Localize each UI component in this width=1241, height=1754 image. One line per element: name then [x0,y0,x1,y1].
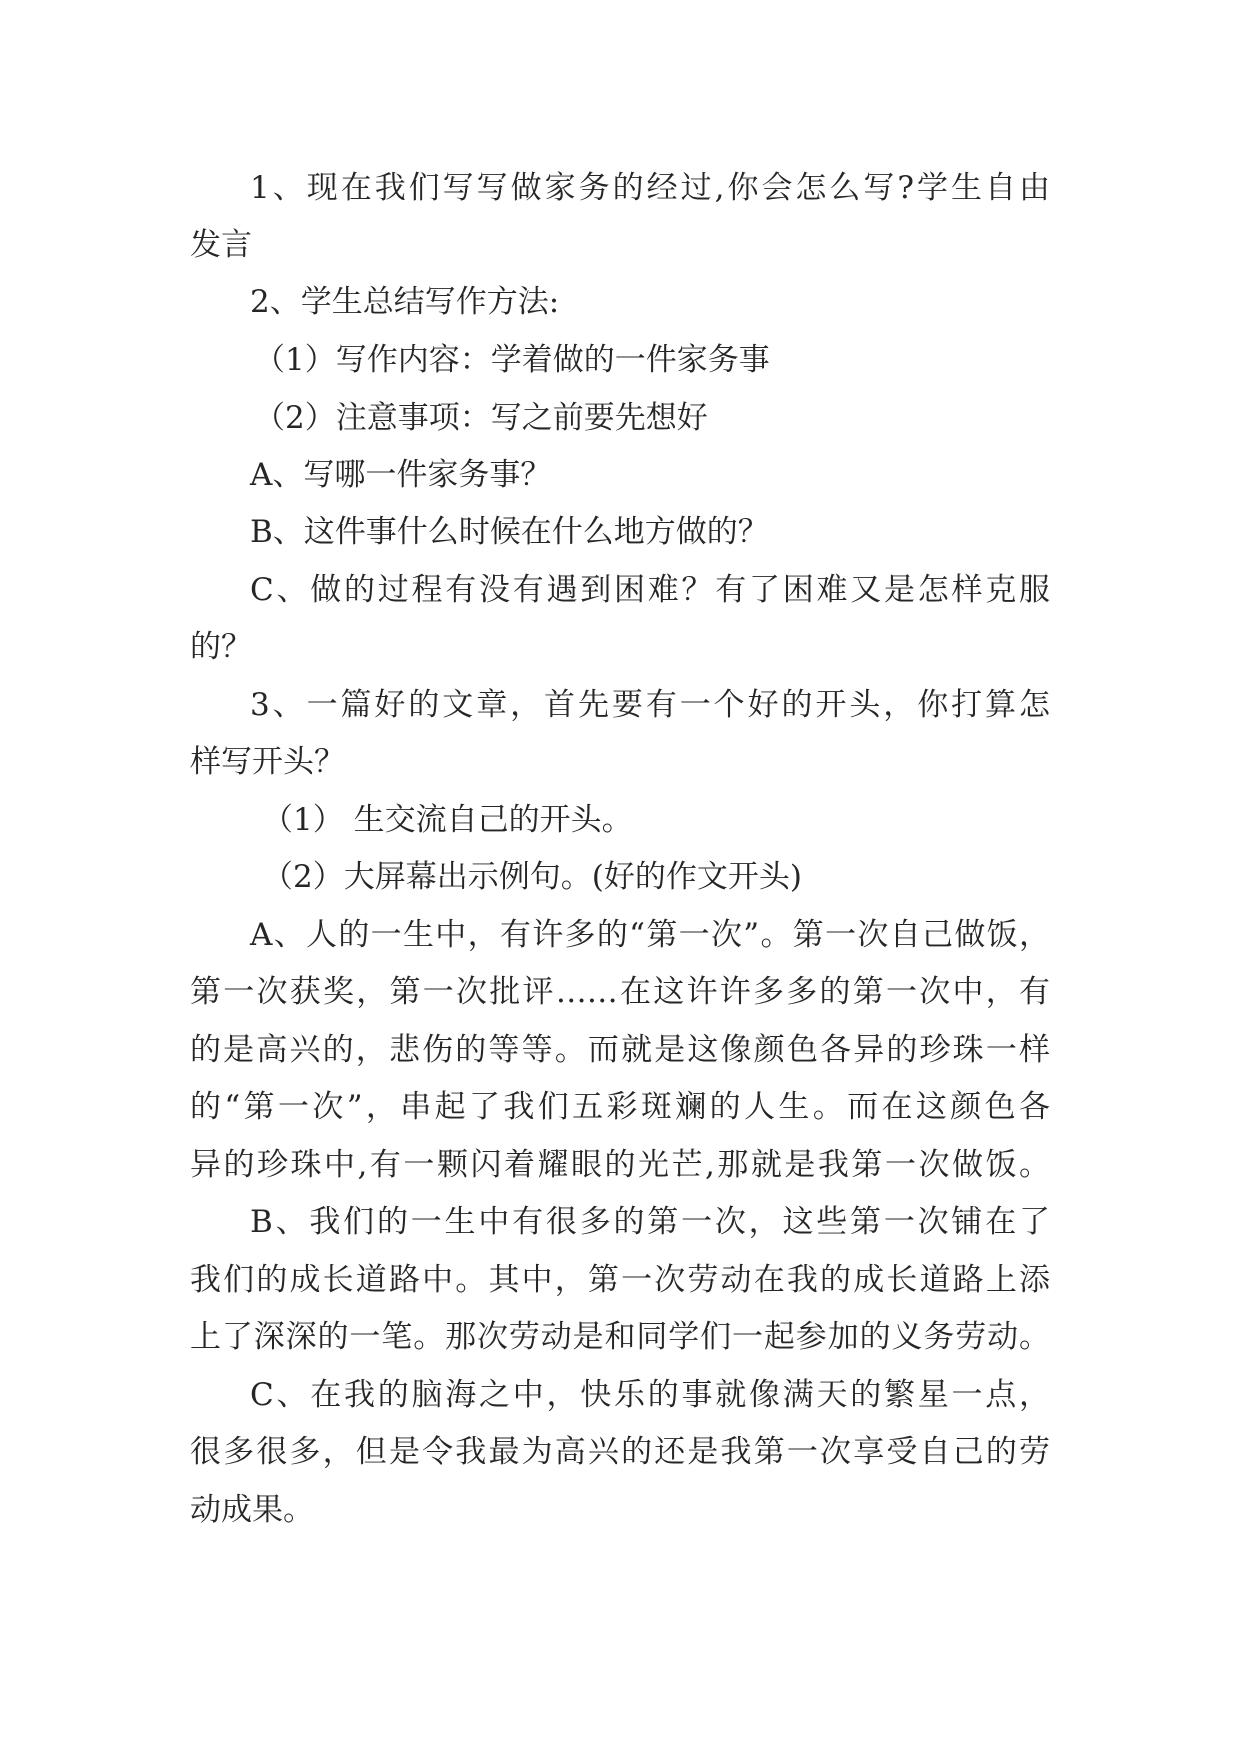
question-b: B、这件事什么时候在什么地方做的？ [250,514,769,550]
example-a-line-3: 的是高兴的，悲伤的等等。而就是这像颜色各异的珍珠一样 [190,1032,1050,1068]
question-a: A、写哪一件家务事？ [250,457,552,493]
example-b-line-1: B、我们的一生中有很多的第一次，这些第一次铺在了 [250,1204,1050,1240]
notes-item: （2）注意事项：写之前要先想好 [254,400,708,436]
example-c-line-1: C、在我的脑海之中，快乐的事就像满天的繁星一点， [250,1377,1050,1413]
example-b-line-3: 上了深深的一笔。那次劳动是和同学们一起参加的义务劳动。 [190,1319,1050,1355]
example-sentences-item: （2）大屏幕出示例句。(好的作文开头) [262,859,802,895]
example-c-line-3: 动成果。 [190,1492,314,1528]
writing-content-item: （1）写作内容：学着做的一件家务事 [254,342,770,378]
paragraph-1-line-1: 1、现在我们写写做家务的经过,你会怎么写?学生自由 [250,170,1050,206]
example-c-line-2: 很多很多，但是令我最为高兴的还是我第一次享受自己的劳 [190,1434,1050,1470]
question-c-line-1: C、做的过程有没有遇到困难？有了困难又是怎样克服 [250,572,1050,608]
example-a-line-5: 异的珍珠中,有一颗闪着耀眼的光芒,那就是我第一次做饭。 [190,1147,1050,1183]
paragraph-1-line-2: 发言 [190,227,252,263]
example-a-line-4: 的“第一次”，串起了我们五彩斑斓的人生。而在这颜色各 [190,1089,1050,1125]
example-a-line-1: A、人的一生中，有许多的“第一次”。第一次自己做饭， [250,917,1050,953]
opening-exchange-item: （1） 生交流自己的开头。 [262,802,633,838]
question-c-line-2: 的？ [190,629,252,665]
example-b-line-2: 我们的成长道路中。其中，第一次劳动在我的成长道路上添 [190,1262,1050,1298]
paragraph-2-heading: 2、学生总结写作方法: [250,284,560,320]
paragraph-3-line-1: 3、一篇好的文章，首先要有一个好的开头，你打算怎 [250,687,1050,723]
example-a-line-2: 第一次获奖，第一次批评……在这许许多多的第一次中，有 [190,974,1050,1010]
paragraph-3-line-2: 样写开头？ [190,744,345,780]
